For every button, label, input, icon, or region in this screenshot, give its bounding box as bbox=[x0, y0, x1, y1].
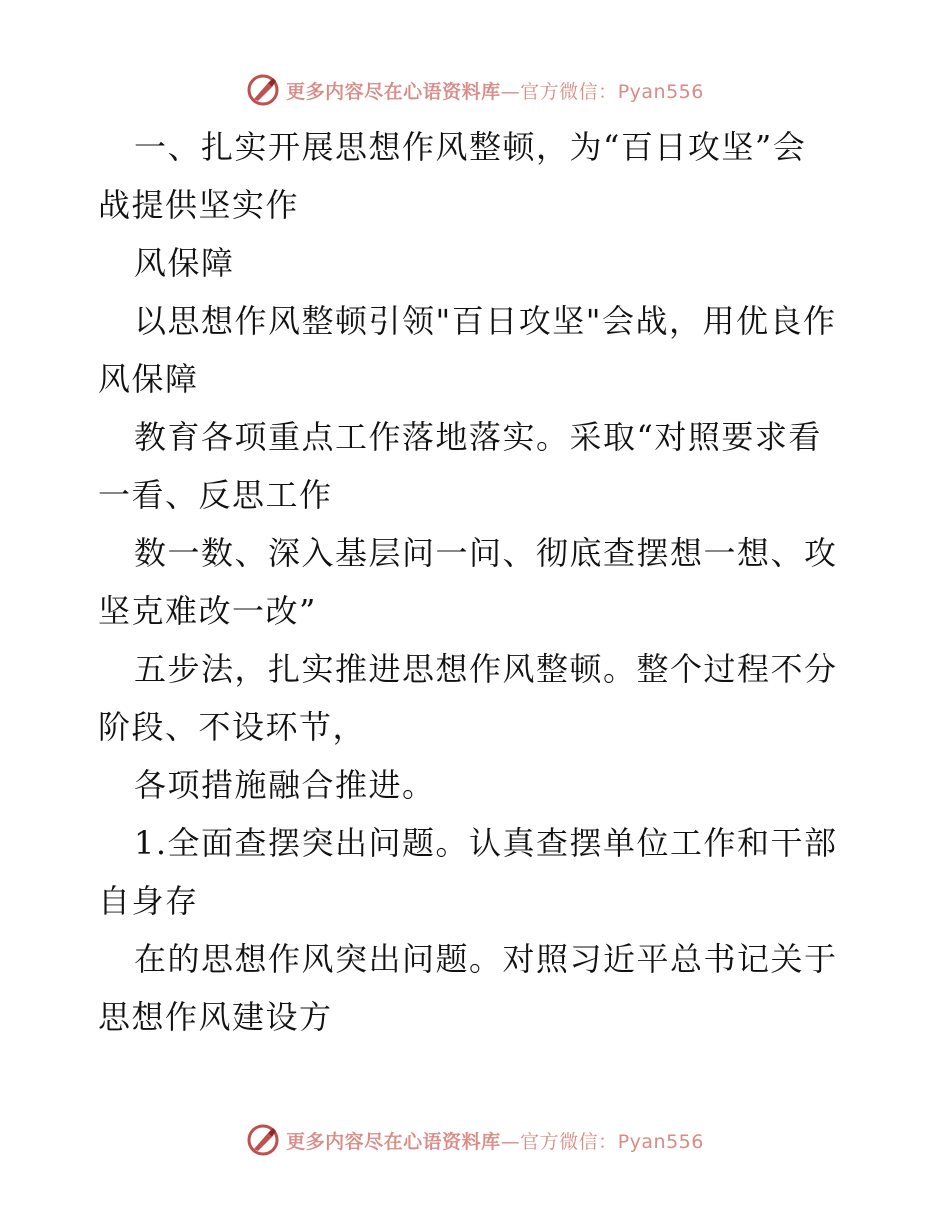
pen-logo-icon bbox=[246, 73, 280, 107]
text-line-5: 风保障 bbox=[98, 360, 199, 398]
text-line-15: 在的思想作风突出问题。对照习近平总书记关于 bbox=[134, 940, 838, 978]
footer-watermark-banner bbox=[0, 1120, 950, 1160]
text-line-3: 风保障 bbox=[134, 244, 235, 282]
document-body bbox=[98, 118, 853, 1046]
text-line-12: 各项措施融合推进。 bbox=[134, 766, 436, 804]
text-line-2: 战提供坚实作 bbox=[98, 186, 300, 224]
text-line-14: 自身存 bbox=[98, 882, 199, 920]
pen-logo-icon bbox=[246, 1123, 280, 1157]
text-line-10: 五步法，扎实推进思想作风整顿。整个过程不分 bbox=[134, 650, 838, 688]
text-line-11: 阶段、不设环节， bbox=[98, 708, 367, 746]
text-line-4: 以思想作风整顿引领"百日攻坚"会战，用优良作 bbox=[134, 302, 837, 340]
text-line-1: 一、扎实开展思想作风整顿，为“百日攻坚”会 bbox=[134, 128, 807, 166]
text-line-7: 一看、反思工作 bbox=[98, 476, 333, 514]
footer-watermark-text: 更多内容尽在心语资料库—官方微信：Pyan556 bbox=[286, 1130, 704, 1153]
header-watermark-banner bbox=[0, 70, 950, 110]
text-line-13: 1.全面查摆突出问题。认真查摆单位工作和干部 bbox=[134, 824, 838, 862]
text-line-9: 坚克难改一改” bbox=[98, 592, 317, 630]
text-line-6: 教育各项重点工作落地落实。采取“对照要求看 bbox=[134, 418, 822, 456]
header-watermark-text: 更多内容尽在心语资料库—官方微信：Pyan556 bbox=[286, 80, 704, 103]
text-line-16: 思想作风建设方 bbox=[98, 998, 333, 1036]
text-line-8: 数一数、深入基层问一问、彻底查摆想一想、攻 bbox=[134, 534, 838, 572]
